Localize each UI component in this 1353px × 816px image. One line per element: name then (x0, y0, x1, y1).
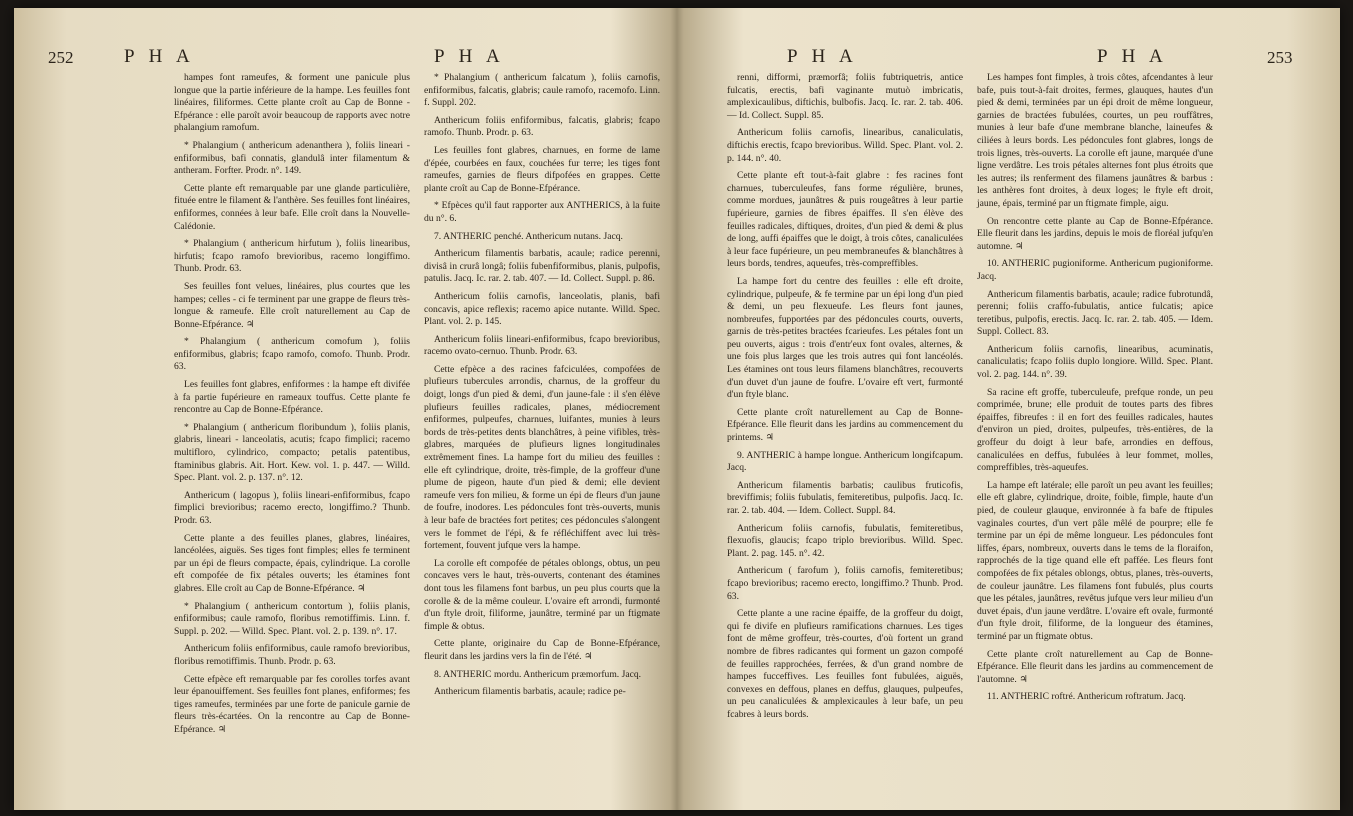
right-column-2 (977, 72, 1213, 709)
paragraph: Cette plante a une racine épaiffe, de la groffeur du doigt, qui fe divife en plufieurs ramifications charnues. Les tiges font de même groffeur, très-courtes, d'où fortent un grand nombre de fibres radicantes qui forment un gazon compofé de feuilles rapprochées, ferrées, & d'un grand nombre de hampes fucceffives. Les feuilles font fubulées, aiguës, convexes en deffous, planes en deffus, glauques, pulpeufes, un peu canaliculées & amplexicaules à leur bafe, un peu fcabres à leurs bords. (727, 608, 963, 720)
paragraph: Cette efpèce eft remarquable par fes corolles torfes avant leur épanouiffement. Ses feuilles font planes, enfiformes; fes tiges rameufes, terminées par une forte de panicule garnie de fleurs très-écartées. On la rencontre au Cap de Bonne-Efpérance. ♃ (174, 673, 410, 735)
paragraph: Anthericum ( farofum ), foliis carnofis, femiteretibus; fcapo brevioribus; racemo erecto, longiffimo.? Thunb. Prod. 63. (727, 565, 963, 602)
running-head-left: P H A (124, 46, 195, 67)
running-head-right: P H A (434, 46, 505, 67)
paragraph: On rencontre cette plante au Cap de Bonne-Efpérance. Elle fleurit dans les jardins, depuis le mois de floréal jufqu'en automne. ♃ (977, 215, 1213, 252)
paragraph: Anthericum foliis enfiformibus, caule ramofo brevioribus, floribus remotiffimis. Thunb. Prodr. p. 63. (174, 643, 410, 667)
paragraph: Cette plante, originaire du Cap de Bonne-Efpérance, fleurit dans les jardins vers la fin de l'été. ♃ (424, 638, 660, 662)
running-head-left: P H A (787, 46, 858, 67)
paragraph: * Phalangium ( anthericum floribundum ), foliis planis, glabris, lineari - lanceolatis, acutis; fcapo fimplici; racemo multifloro, cylindrico, compacto; petalis patentibus, ftaminibus glabris. Ait. Hort. Kew. vol. 1. p. 447. — Willd. Spec. Plant. vol. 2. p. 137. n°. 12. (174, 421, 410, 484)
paragraph: Anthericum ( lagopus ), foliis lineari-enfiformibus, fcapo fimplici brevioribus; racemo erecto, longiffimo.? Thunb. Prodr. 63. (174, 489, 410, 526)
paragraph: Anthericum filamentis barbatis, acaule; radice pe- (434, 686, 626, 698)
paragraph: 10. ANTHERIC pugioniforme. Anthericum pugioniforme. Jacq. (977, 258, 1213, 282)
paragraph: Cette plante croît naturellement au Cap de Bonne-Efpérance. Elle fleurit dans les jardins au commencement du printems. ♃ (727, 406, 963, 444)
book-spread (14, 8, 1340, 810)
paragraph: Cette plante eft remarquable par une glande particulière, fituée entre le filament & l'anthère. Ses feuilles font linéaires, enfiformes, connées à leur bafe. Elle croît dans la Nouvelle-Calédonie. (174, 182, 410, 232)
page-number: 252 (48, 48, 74, 67)
paragraph: renni, difformi, præmorfâ; foliis fubtriquetris, antice fulcatis, erectis, bafi vaginante mutuò imbricatis, amplexicaulibus, diftichis, bulbofis. Jacq. Ic. rar. 2. tab. 406. — Id. Collect. Suppl. 85. (727, 72, 963, 121)
paragraph: Anthericum filamentis barbatis; caulibus fruticofis, breviffimis; foliis fubulatis, femiteretibus, pulpofis. Jacq. Ic. rar. 2. tab. 404. — Idem. Collect. Suppl. 84. (727, 479, 963, 516)
paragraph: Anthericum filamentis barbatis, acaule; radice fubrotundâ, perenni; foliis craffo-fubulatis, antice fulcatis; apice teretibus, pulpofis, erectis. Jacq. Ic. rar. 2. tab. 405. — Idem. Suppl. Collect. 83. (977, 288, 1213, 338)
paragraph: Les hampes font fimples, à trois côtes, afcendantes à leur bafe, puis tout-à-fait droites, fermes, glauques, hautes d'un pied & demi, terminées par un épi droit de même longueur, garnies de bractées fubulées, courtes, un peu rouffâtres, munies à leur bafe d'une membrane blanche, laineufes & ciliées à leurs bords. Les pédoncules font glabres, longs de trois lignes, très-ouverts. La corolle eft jaune, marquée d'une ligne verdâtre. Les trois pétales alternes font plus étroits que les autres; ils renferment des filamens jaunâtres & barbus : les anthères font droites, à deux loges; le ftyle eft droit, jaune, épais, terminé par un ftigmate fimple, aigu. (977, 72, 1213, 209)
running-head-right: P H A (1097, 46, 1168, 67)
page-number: 253 (1267, 48, 1293, 67)
paragraph: La hampe eft latérale; elle paroît un peu avant les feuilles; elle eft glabre, cylindrique, droite, foible, fimple, haute d'un pied, de couleur glauque, environnée à fa bafe de ftipules vaginales courtes, d'un vert pâle mêlé de pourpre; elle fe termine par un épi de même longueur. Les pédoncules font liffes, épars, nombreux, ouverts dans le tems de la floraifon, rapprochés de la tige quand elle eft paffée. Les fleurs font compofées de fix pétales oblongs, obtus, planes, très-ouverts, de couleur jaunâtre. Les filamens font fubulés, plus courts que les pétales, jaunâtres, revêtus jufque vers leur milieu d'un duvet épais, d'un jaune verdâtre. L'ovaire eft ovale, furmonté d'un ftyle droit, filiforme, de la longueur des étamines, terminé par un ftigmate obtus. (977, 479, 1213, 642)
right-column-1 (727, 72, 963, 727)
paragraph: Les feuilles font glabres, enfiformes : la hampe eft divifée à fa partie fupérieure en rameaux touffus. Cette plante fe rencontre au Cap de Bonne-Efpérance. (174, 379, 410, 416)
paragraph: Anthericum filamentis barbatis, acaule; radice perenni, divisâ in crurâ longâ; foliis fubenfiformibus, planis, pulpofis, patulis. Jacq. Ic. rar. 2. tab. 407. — Id. Collect. Suppl. p. 86. (424, 248, 660, 285)
paragraph: Sa racine eft groffe, tuberculeufe, prefque ronde, un peu comprimée, brune; elle produit de toutes parts des fibres épaiffes, fibreufes : il en fort des feuilles radicales, hautes d'environ un pied, droites, pulpeufes, très-entières, de la groffeur du doigt à leur bafe, arrondies en deffous, canaliculées en deffus, fubulées à leur fommet, molles, compreffibles, très-aqueufes. (977, 386, 1213, 474)
paragraph: La hampe fort du centre des feuilles : elle eft droite, cylindrique, pulpeufe, & fe termine par un épi long d'un pied & demi, un peu flexueufe. Les fleurs font jaunes, nombreufes, fupportées par des pédoncules courts, ouverts, garnis de très-petites bractées fcarieufes. Les pétales font un peu ouverts, aigus : trois d'entr'eux font ovales, alternes, & une fois plus larges que les trois autres qui font lancéolés. Les étamines ont tous leurs filamens blanchâtres, recouverts d'un duvet d'un jaune de foufre. L'ovaire eft vert, furmonté d'un ftyle blanc. (727, 275, 963, 401)
paragraph: * Phalangium ( anthericum hirfutum ), foliis linearibus, hirfutis; fcapo ramofo brevioribus, racemo longiffimo. Thunb. Prodr. 63. (174, 238, 410, 275)
paragraph: 8. ANTHERIC mordu. Anthericum præmorfum. Jacq. (434, 668, 642, 680)
paragraph: Anthericum foliis carnofis, linearibus, acuminatis, canaliculatis; fcapo foliis duplo longiore. Willd. Spec. Plant. vol. 2. pag. 144. n°. 39. (977, 343, 1213, 381)
paragraph: Cette plante eft tout-à-fait glabre : fes racines font charnues, tuberculeufes, fans forme régulière, brunes, comme mordues, jaunâtres & puis rougeâtres à leur partie fupérieure, garnies de fibres épaiffes. Il s'en élève des feuilles radicales, diftiques, droites, d'un pied & demi & plus de long, auffi épaiffes que le doigt, à trois côtes, canaliculées à leur face fupérieure, un peu membraneufes & blanchâtres à leurs bords, tendres, aqueufes, très-compreffibles. (727, 170, 963, 270)
right-page-header (677, 44, 1340, 70)
paragraph: Anthericum foliis carnofis, linearibus, canaliculatis, diftichis erectis, fcapo brevioribus. Willd. Spec. Plant. vol. 2. p. 144. n°. 40. (727, 127, 963, 164)
paragraph: * Phalangium ( anthericum contortum ), foliis planis, enfiformibus; caule ramofo, floribus remotiffimis. Linn. f. Suppl. p. 202. — Willd. Spec. Plant. vol. 2. p. 139. n°. 17. (174, 600, 410, 637)
left-column-1 (174, 72, 410, 742)
paragraph: * Phalangium ( anthericum comofum ), foliis enfiformibus, glabris; fcapo ramofo, comofo. Thunb. Prodr. 63. (174, 336, 410, 373)
paragraph: 11. ANTHERIC roftré. Anthericum roftratum. Jacq. (987, 691, 1186, 703)
paragraph: La corolle eft compofée de pétales oblongs, obtus, un peu concaves vers le haut, très-ouverts, contenant des étamines dont tous les filamens font barbus, un peu plus courts que la corolle & de la même couleur. L'ovaire eft arrondi, furmonté d'un ftyle droit, filiforme, jaunâtre, terminé par un ftigmate fimple & obtus. (424, 557, 660, 632)
paragraph: Anthericum foliis carnofis, lanceolatis, planis, bafi concavis, apice reflexis; racemo apice nutante. Willd. Spec. Plant. vol. 2. p. 145. (424, 290, 660, 328)
paragraph: Cette plante a des feuilles planes, glabres, linéaires, lancéolées, aiguës. Ses tiges font fimples; elles fe terminent par un épi de fleurs compacte, épais, cylindrique. La corolle eft compofée de fix pétales ouverts; les étamines font glabres. Elle croît au Cap de Bonne-Efpérance. ♃ (174, 532, 410, 594)
paragraph: * Phalangium ( anthericum falcatum ), foliis carnofis, enfiformibus, falcatis, glabris; caule ramofo, racemofo. Linn. f. Suppl. 202. (424, 72, 660, 109)
paragraph: * Phalangium ( anthericum adenanthera ), foliis lineari - enfiformibus, bafi connatis, glandulâ inter filamentum & antheram. Forfter. Prodr. n°. 149. (174, 139, 410, 177)
paragraph: Les feuilles font glabres, charnues, en forme de lame d'épée, courbées en faux, couchées fur terre; les tiges font rameufes, garnies de fleurs difpofées en grappes. Cette plante croît au Cap de Bonne-Efpérance. (424, 144, 660, 194)
right-page (677, 8, 1340, 810)
paragraph: hampes font rameufes, & forment une panicule plus longue que la partie inférieure de la hampe. Les feuilles font linéaires, filiformes. Cette plante croît au Cap de Bonne - Efpérance : elle paroît avoir beaucoup de rapports avec notre phalangium ramofum. (174, 72, 410, 134)
paragraph: 7. ANTHERIC penché. Anthericum nutans. Jacq. (434, 230, 623, 242)
left-page-header (14, 44, 677, 70)
paragraph: Ses feuilles font velues, linéaires, plus courtes que les hampes; celles - ci fe terminent par une grappe de fleurs très-longue & rameufe. Elle croît naturellement au Cap de Bonne-Efpérance. ♃ (174, 280, 410, 330)
paragraph: Anthericum foliis enfiformibus, falcatis, glabris; fcapo ramofo. Thunb. Prodr. p. 63. (424, 114, 660, 139)
paragraph: Anthericum foliis carnofis, fubulatis, femiteretibus, flexuofis, glaucis; fcapo triplo brevioribus. Willd. Spec. Plant. 2. pag. 145. n°. 42. (727, 522, 963, 559)
left-page (14, 8, 677, 810)
paragraph: Cette efpèce a des racines fafciculées, compofées de plufieurs tubercules arrondis, charnus, de la groffeur du doigt, longs d'un pied & demi, d'un jaune-fale : il s'en élève plufieurs feuilles radicales, planes, médiocrement enfiformes, pulpeufes, charnues, luifantes, munies à leurs bords de très-petites dents blanchâtres, à peine vifibles, très-glabres, marquées de plufieurs lignes longitudinales extrêmement fines. La hampe fort du milieu des feuilles : elle eft cylindrique, droite, très-fimple, de la groffeur d'une plume de pigeon, haute d'un pied & demi; elle devient rameufe vers fon milieu, & forme un épi de fleurs d'un jaune de foufre, inodores. Les pédoncules font très-ouverts, munis à leur bafe de bractées fort petites; ces pédoncules s'alongent vers le fommet de l'épi, & fe réfléchiffent avec lui très-fortement, fouvent jufque vers la hampe. (424, 363, 660, 552)
paragraph: Cette plante croît naturellement au Cap de Bonne-Efpérance. Elle fleurit dans les jardins au commencement de l'automne. ♃ (977, 648, 1213, 685)
paragraph: * Efpèces qu'il faut rapporter aux ANTHERICS, à la fuite du n°. 6. (424, 200, 660, 224)
paragraph: Anthericum foliis lineari-enfiformibus, fcapo brevioribus, racemo ovato-cernuo. Thunb. Prodr. 63. (424, 333, 660, 358)
left-column-2 (424, 72, 660, 704)
paragraph: 9. ANTHERIC à hampe longue. Anthericum longifcapum. Jacq. (727, 449, 963, 474)
